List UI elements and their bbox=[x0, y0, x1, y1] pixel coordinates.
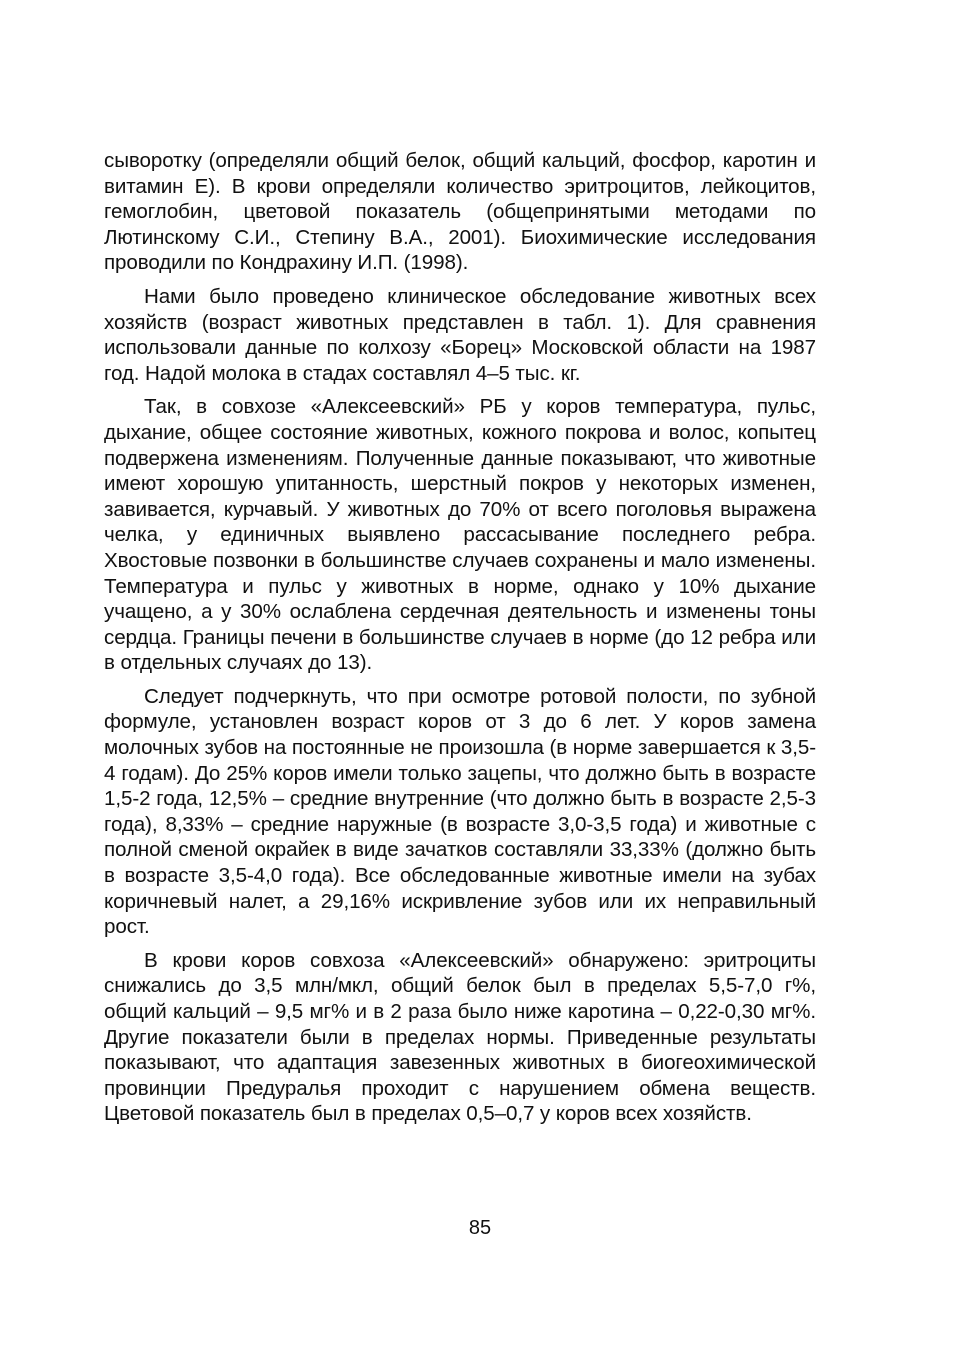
paragraph-clinical-examination: Нами было проведено клиническое обследование животных всех хозяйств (возраст животных представлен в табл. 1). Для сравнения использовали данные по колхозу «Борец» Московской области на 1987 год. Надой молока в стадах составлял 4–5 тыс. кг. bbox=[104, 284, 816, 385]
paragraph-alekseevsky-findings: Так, в совхозе «Алексеевский» РБ у коров температура, пульс, дыхание, общее состояние животных, кожного покрова и волос, копытец подвержена изменениям. Полученные данные показывают, что животные имеют хорошую упитанность, шерстный покров у некоторых изменен, завивается, курчавый. У животных до 70% от всего поголовья выражена челка, у единичных выявлено рассасывание последнего ребра. Хвостовые позвонки в большинстве случаев сохранены и мало изменены. Температура и пульс у животных в норме, однако у 10% дыхание учащено, а у 30% ослаблена сердечная деятельность и изменены тоны сердца. Границы печени в большинстве случаев в норме (до 12 ребра или в отдельных случаях до 13). bbox=[104, 395, 816, 675]
paragraph-continuation: сыворотку (определяли общий белок, общий кальций, фосфор, каротин и витамин Е). В крови определяли количество эритроцитов, лейкоцитов, гемоглобин, цветовой показатель (общепринятыми методами по Лютинскому С.И., Степину В.А., 2001). Биохимические исследования проводили по Кондрахину И.П. (1998). bbox=[104, 149, 816, 275]
page-body bbox=[104, 148, 816, 1135]
paragraph-dental-formula: Следует подчеркнуть, что при осмотре ротовой полости, по зубной формуле, установлен возраст коров от 3 до 6 лет. У коров замена молочных зубов на постоянные не произошла (в норме завершается к 3,5-4 годам). До 25% коров имели только зацепы, что должно быть в возрасте 1,5-2 года, 12,5% – средние внутренние (что должно быть в возрасте 2,5-3 года), 8,33% – средние наружные (в возрасте 3,0-3,5 года) и животные с полной сменой окрайек в виде зачатков составляли 33,33% (должно быть в возрасте 3,5-4,0 года). Все обследованные животные имели на зубах коричневый налет, а 29,16% искривление зубов или их неправильный рост. bbox=[104, 684, 816, 939]
page-number: 85 bbox=[468, 1217, 492, 1239]
paragraph-blood-results: В крови коров совхоза «Алексеевский» обнаружено: эритроциты снижались до 3,5 млн/мкл, общий белок был в пределах 5,5-7,0 г%, общий кальций – 9,5 мг% и в 2 раза было ниже каротина – 0,22-0,30 мг%. Другие показатели были в пределах нормы. Приведенные результаты показывают, что адаптация завезенных животных в биогеохимической провинции Предуралья проходит с нарушением обмена веществ. Цветовой показатель был в пределах 0,5–0,7 у коров всех хозяйств. bbox=[104, 948, 816, 1126]
